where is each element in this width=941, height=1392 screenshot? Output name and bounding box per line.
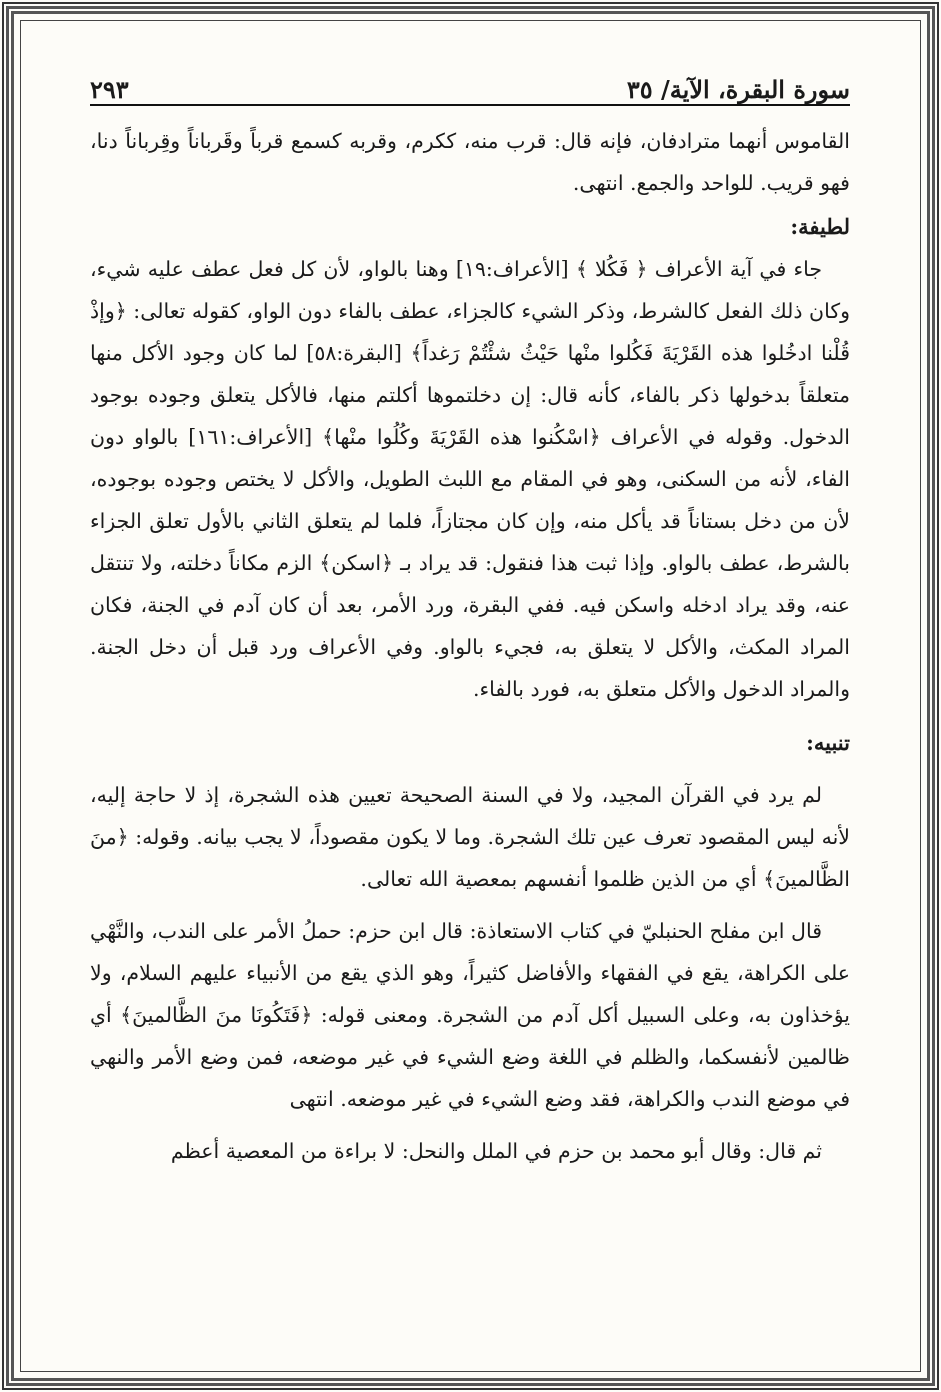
paragraph-1: القاموس أنهما مترادفان، فإنه قال: قرب منه، ككرم، وقربه كسمع قرباً وقَرباناً وقِرباناً دنا، فهو قريب. للواحد والجمع. انتهى. bbox=[90, 129, 850, 195]
paragraph-3: لم يرد في القرآن المجيد، ولا في السنة الصحيحة تعيين هذه الشجرة، إذ لا حاجة إليه، لأنه ليس المقصود تعرف عين تلك الشجرة. وما لا يكون مقصوداً، لا يجب بيانه. وقوله: ﴿منَ الظَّالمينَ﴾ أي من الذين ظلموا أنفسهم بمعصية الله تعالى. bbox=[90, 783, 850, 891]
page-header bbox=[90, 60, 850, 106]
page-content bbox=[90, 120, 850, 1172]
paragraph-5: ثم قال: وقال أبو محمد بن حزم في الملل والنحل: لا براءة من المعصية أعظم bbox=[170, 1139, 822, 1163]
book-page bbox=[90, 60, 850, 1360]
surah-title: سورة البقرة، الآية/ ٣٥ bbox=[626, 75, 850, 104]
paragraph-2: جاء في آية الأعراف ﴿ فَكُلا ﴾ [الأعراف:١٩] وهنا بالواو، لأن كل فعل عطف عليه شيء، وكان ذلك الفعل كالشرط، وذكر الشيء كالجزاء، عطف بالفاء دون الواو، كقوله تعالى: ﴿وإذْ قُلْنا ادخُلوا هذه القَرْيَةَ فَكُلوا منْها حَيْثُ شئْتُمْ رَغداً﴾ [البقرة:٥٨] لما كان وجود الأكل منها متعلقاً بدخولها ذكر بالفاء، كأنه قال: إن دخلتموها أكلتم منها، فالأكل يتعلق وجوده بوجود الدخول. وقوله في الأعراف ﴿اسْكُنوا هذه القَرْيَةَ وكُلُوا منْها﴾ [الأعراف:١٦١] بالواو دون الفاء، لأنه من السكنى، وهو في المقام مع اللبث الطويل، والأكل لا يختص وجوده بوجوده، لأن من دخل بستاناً قد يأكل منه، وإن كان مجتازاً، فلما لم يتعلق الثاني بالأول تعلق الجزاء بالشرط، عطف بالواو. وإذا ثبت هذا فنقول: قد يراد بـ ﴿اسكن﴾ الزم مكاناً دخلته، ولا تنتقل عنه، وقد يراد ادخله واسكن فيه. ففي البقرة، ورد الأمر، بعد أن كان آدم في الجنة، فكان المراد المكث، والأكل لا يتعلق به، فجيء بالواو. وفي الأعراف ورد قبل أن دخل الجنة. والمراد الدخول والأكل متعلق به، فورد بالفاء. bbox=[90, 257, 850, 701]
heading-tanbih: تنبيه: bbox=[806, 730, 850, 755]
heading-latifa: لطيفة: bbox=[790, 214, 850, 239]
page-number: ٢٩٣ bbox=[90, 75, 129, 104]
paragraph-4: قال ابن مفلح الحنبليّ في كتاب الاستعاذة: قال ابن حزم: حملُ الأمر على الندب، والنَّهْي على الكراهة، يقع في الفقهاء والأفاضل كثيراً، وهو الذي يقع من الأنبياء عليهم السلام، ولا يؤخذاون به، وعلى السبيل أكل آدم من الشجرة. ومعنى قوله: ﴿فَتَكُونَا منَ الظَّالمينَ﴾ أي ظالمين لأنفسكما، والظلم في اللغة وضع الشيء في غير موضعه، فمن وضع الأمر والنهي في موضع الندب والكراهة، فقد وضع الشيء في غير موضعه. انتهى bbox=[90, 919, 850, 1111]
